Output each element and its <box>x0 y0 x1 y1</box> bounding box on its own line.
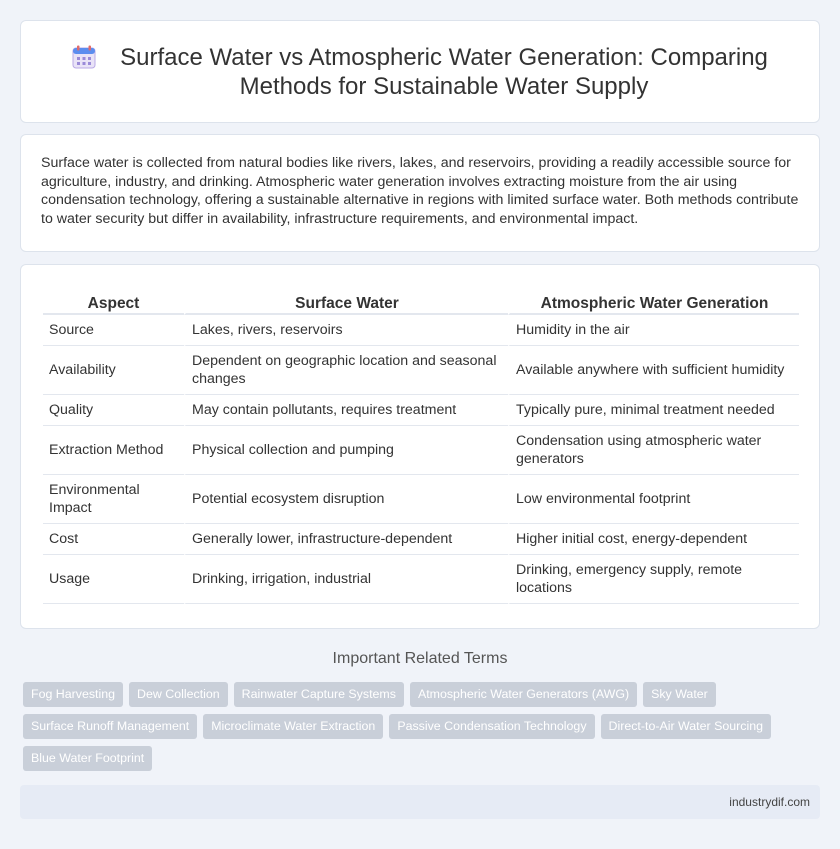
cell-aspect: Cost <box>43 524 184 555</box>
tag-rainwater-capture[interactable]: Rainwater Capture Systems <box>234 682 404 707</box>
tag-fog-harvesting[interactable]: Fog Harvesting <box>23 682 123 707</box>
cell-aspect: Usage <box>43 555 184 604</box>
calendar-icon <box>71 44 97 70</box>
cell-surface: Dependent on geographic location and seasonal changes <box>184 346 508 395</box>
comparison-card <box>20 264 820 629</box>
cell-surface: Lakes, rivers, reservoirs <box>184 315 508 346</box>
cell-atmospheric: Higher initial cost, energy-dependent <box>508 524 799 555</box>
cell-atmospheric: Drinking, emergency supply, remote locations <box>508 555 799 604</box>
cell-atmospheric: Low environmental footprint <box>508 475 799 524</box>
tag-microclimate[interactable]: Microclimate Water Extraction <box>203 714 383 739</box>
table-row <box>43 426 799 475</box>
footer <box>20 785 820 819</box>
table-row <box>43 524 799 555</box>
tag-awg[interactable]: Atmospheric Water Generators (AWG) <box>410 682 637 707</box>
intro-card <box>20 134 820 252</box>
cell-surface: Drinking, irrigation, industrial <box>184 555 508 604</box>
cell-aspect: Extraction Method <box>43 426 184 475</box>
tag-sky-water[interactable]: Sky Water <box>643 682 716 707</box>
comparison-table <box>43 287 799 604</box>
tag-dew-collection[interactable]: Dew Collection <box>129 682 228 707</box>
tag-surface-runoff[interactable]: Surface Runoff Management <box>23 714 197 739</box>
header-atmospheric-water: Atmospheric Water Generation <box>508 287 799 315</box>
cell-aspect: Environmental Impact <box>43 475 184 524</box>
table-row <box>43 315 799 346</box>
cell-atmospheric: Available anywhere with sufficient humidity <box>508 346 799 395</box>
title-card <box>20 20 820 123</box>
table-row <box>43 555 799 604</box>
related-terms-title: Important Related Terms <box>332 650 508 667</box>
table-row <box>43 475 799 524</box>
cell-atmospheric: Humidity in the air <box>508 315 799 346</box>
tag-blue-water-footprint[interactable]: Blue Water Footprint <box>23 746 152 771</box>
cell-surface: May contain pollutants, requires treatment <box>184 395 508 426</box>
footer-site-link[interactable]: industrydif.com <box>729 795 810 809</box>
cell-aspect: Source <box>43 315 184 346</box>
cell-surface: Potential ecosystem disruption <box>184 475 508 524</box>
table-row <box>43 395 799 426</box>
table-row <box>43 346 799 395</box>
header-surface-water: Surface Water <box>184 287 508 315</box>
cell-aspect: Quality <box>43 395 184 426</box>
tag-direct-to-air[interactable]: Direct-to-Air Water Sourcing <box>601 714 771 739</box>
table-header-row <box>43 287 799 315</box>
header-aspect: Aspect <box>43 287 184 315</box>
related-terms-list <box>23 682 803 778</box>
cell-atmospheric: Condensation using atmospheric water generators <box>508 426 799 475</box>
cell-atmospheric: Typically pure, minimal treatment needed <box>508 395 799 426</box>
cell-surface: Physical collection and pumping <box>184 426 508 475</box>
page-title: Surface Water vs Atmospheric Water Generation: Comparing Methods for Sustainable Water Supply <box>120 43 768 100</box>
cell-aspect: Availability <box>43 346 184 395</box>
tag-passive-condensation[interactable]: Passive Condensation Technology <box>389 714 594 739</box>
intro-paragraph: Surface water is collected from natural bodies like rivers, lakes, and reservoirs, providing a readily accessible source for agriculture, industry, and drinking. Atmospheric water generation involves extracting moisture from the air using condensation technology, offering a sustainable alternative in regions with limited surface water. Both methods contribute to water security but differ in availability, infrastructure requirements, and environmental impact. <box>41 155 799 227</box>
cell-surface: Generally lower, infrastructure-dependent <box>184 524 508 555</box>
